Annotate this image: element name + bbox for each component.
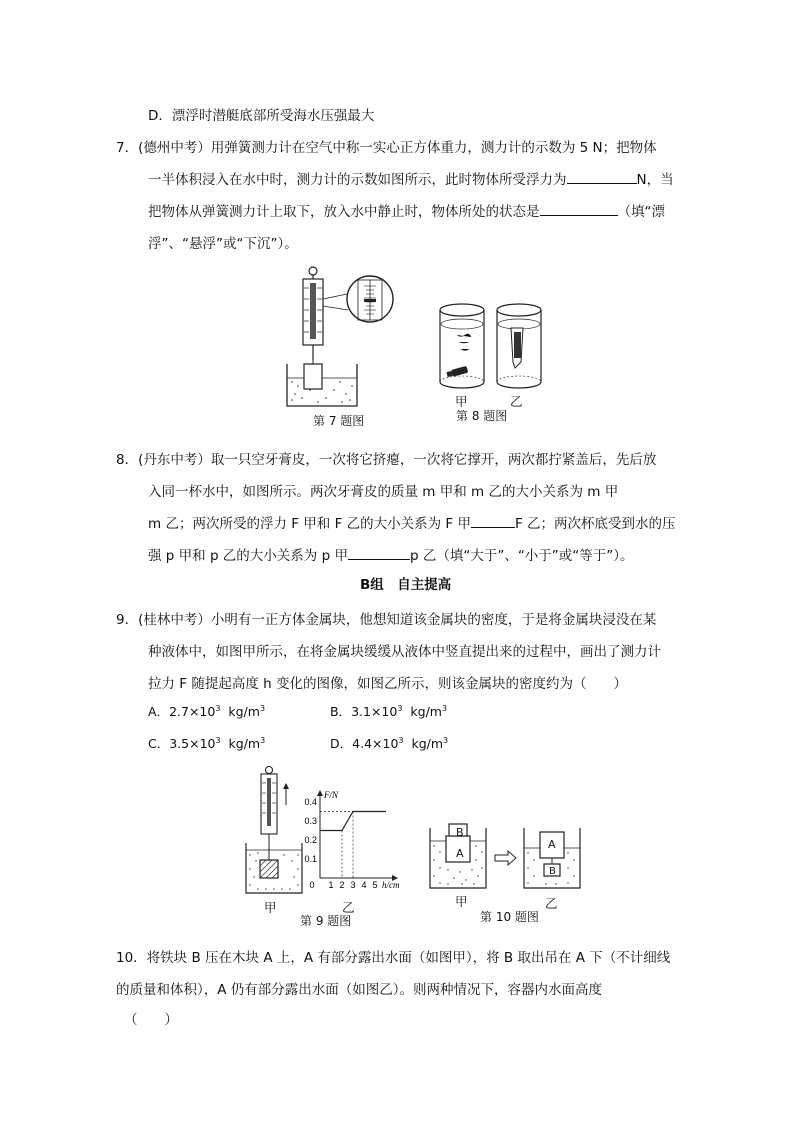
q9-line-2: 种液体中，如图甲所示，在将金属块缓缓从液体中竖直提出来的过程中，画出了测力计 [148,644,661,660]
q10-label-yi: 乙 [545,896,558,911]
x-tick-label: 2 [339,880,345,890]
q10-label-jia: 甲 [455,894,468,909]
section-b-heading: B组 自主提高 [360,577,452,593]
x-axis-label: h/cm [382,880,400,890]
x-tick-label: 0 [309,880,315,890]
q9-option-a-unit: kg/m [228,704,260,719]
q8-line-1: 8．(丹东中考）取一只空牙膏皮，一次将它挤瘪，一次将它撑开，两次都拧紧盖后，先后放 [116,452,657,468]
q10-yi-block-a: A [548,838,556,851]
figure-9-chart [300,790,410,900]
q8-label-yi: 乙 [510,394,523,409]
q9-option-d-exp: 3 [398,735,404,745]
q9-line-1: 9．(桂林中考）小明有一正方体金属块，他想知道该金属块的密度，于是将金属块浸没在某 [116,612,657,628]
q9-option-b-unit: kg/m [410,704,442,719]
q9-option-c[interactable] [148,734,265,752]
q9-option-a-value: 2.7×10 [169,704,216,719]
q8-line-2: 入同一杯水中，如图所示。两次牙膏皮的质量 m 甲和 m 乙的大小关系为 m 甲 [148,484,619,500]
q9-option-b[interactable] [330,702,447,720]
q9-option-b-exp: 3 [397,703,403,713]
y-tick-label: 0.3 [304,816,317,826]
q7-figure-caption: 第 7 题图 [313,414,365,428]
q9-option-b-unit-exp: 3 [441,703,448,713]
q8-blank-pressure[interactable] [348,547,410,560]
q10-line-2: 的质量和体积），A 仍有部分露出水面（如图乙）。则两种情况下，容器内水面高度 [116,982,603,998]
q7-line-3-text: 把物体从弹簧测力计上取下，放入水中静止时，物体所处的状态是 [148,204,540,220]
q9-option-c-value: 3.5×10 [169,736,216,751]
q7-line-3 [148,200,665,220]
y-axis-label: F/N [324,790,339,800]
q8-line-4a: 强 p 甲和 p 乙的大小关系为 p 甲 [148,548,348,564]
q9-option-a-unit-exp: 3 [259,703,266,713]
q7-line-4: 浮”、“悬浮”或“下沉”）。 [148,236,298,252]
q6-option-d: D．漂浮时潜艇底部所受海水压强最大 [148,108,375,124]
y-tick-label: 0.4 [304,797,317,807]
q9-option-d-value: 4.4×10 [352,736,399,751]
q7-line-1: 7．(德州中考）用弹簧测力计在空气中称一实心正方体重力，测力计的示数为 5 N；把物体 [116,140,657,156]
q8-label-jia: 甲 [455,394,468,409]
q7-line-2-text: 一半体积浸入在水中时，测力计的示数如图所示，此时物体所受浮力为 [148,172,567,188]
q9-figure-caption: 第 9 题图 [300,914,352,928]
figure-10 [428,808,588,893]
q10-yi-block-b: B [549,866,556,877]
q9-label-yi: 乙 [342,900,355,915]
q9-option-d-unit: kg/m [411,736,444,751]
q8-blank-force[interactable] [471,515,515,528]
q8-line-4 [148,544,634,564]
q9-option-c-exp: 3 [215,735,221,745]
x-tick-label: 3 [350,880,356,890]
q7-line-3-end: （填“漂 [617,204,665,220]
q9-option-b-letter: B． [330,704,352,719]
q9-label-jia: 甲 [264,900,277,915]
q9-option-d[interactable] [330,734,448,752]
y-tick-label: 0.1 [304,854,317,864]
q9-option-d-unit-exp: 3 [443,735,449,745]
x-tick-label: 5 [372,880,378,890]
q9-option-c-unit-exp: 3 [260,735,266,745]
q7-line-2-end: N，当 [636,172,674,188]
q9-line-3: 拉力 F 随提起高度 h 变化的图像，如图乙所示，则该金属块的密度约为（ ） [148,676,627,692]
q9-option-b-value: 3.1×10 [351,704,398,719]
y-tick-label: 0.2 [304,835,317,845]
q10-jia-block-b: B [456,826,464,839]
q8-line-3 [148,512,676,532]
q8-figure-caption: 第 8 题图 [456,409,508,423]
q8-line-3b: F 乙；两次杯底受到水的压 [514,516,676,532]
q9-option-a[interactable] [148,702,265,720]
q9-option-c-letter: C． [148,736,170,751]
figure-7 [282,266,432,411]
x-tick-label: 4 [361,880,367,890]
y-axis-arrow [317,790,323,796]
q7-blank-buoyancy[interactable] [567,171,637,184]
q9-option-a-letter: A． [148,704,170,719]
q7-blank-state[interactable] [540,203,618,216]
q10-line-1: 10．将铁块 B 压在木块 A 上，A 有部分露出水面（如图甲），将 B 取出吊在 A 下（不计细线 [116,950,671,966]
figure-8 [437,300,547,395]
q9-option-c-unit: kg/m [228,736,261,751]
q9-option-a-exp: 3 [215,703,221,713]
x-tick-label: 1 [328,880,334,890]
q9-option-d-letter: D． [330,736,353,751]
q7-line-2 [148,168,674,188]
q10-jia-block-a: A [456,847,464,860]
q10-figure-caption: 第 10 题图 [480,910,539,924]
q10-line-3: （ ） [124,1012,178,1028]
q8-line-4b: p 乙（填“大于”、“小于”或“等于”）。 [409,548,634,564]
q8-line-3a: m 乙；两次所受的浮力 F 甲和 F 乙的大小关系为 F 甲 [148,516,471,532]
